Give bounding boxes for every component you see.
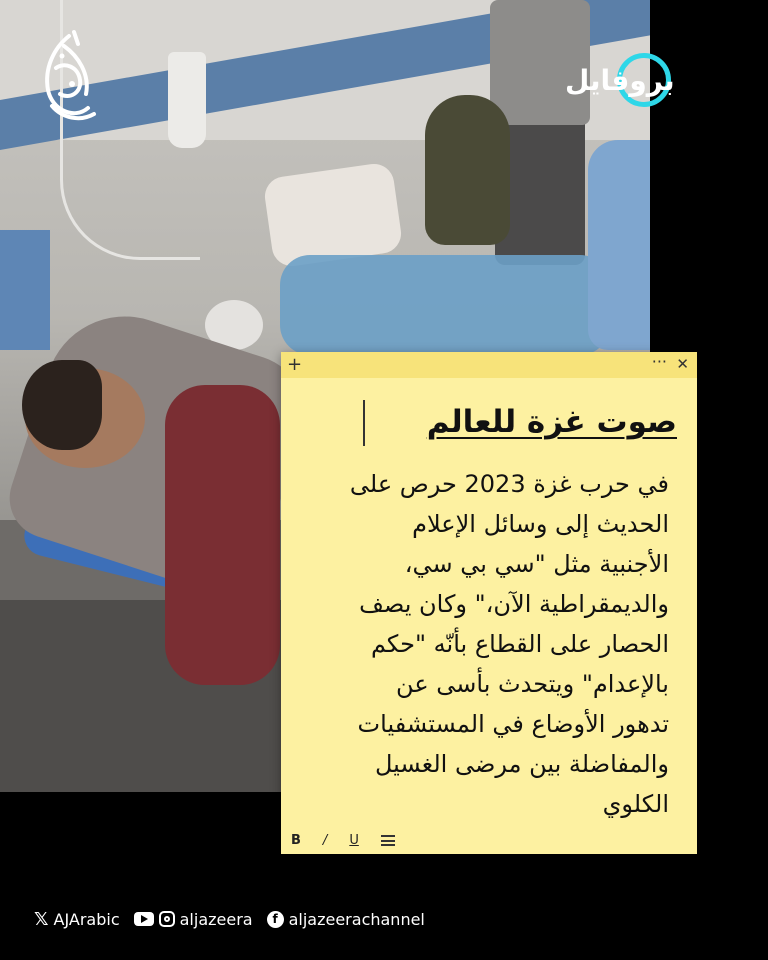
plastic-bag — [262, 161, 403, 268]
person-in-blue — [588, 140, 650, 350]
social-footer — [34, 906, 425, 932]
note-line: والمفاضلة بين مرضى الغسيل — [374, 750, 669, 778]
x-social[interactable] — [34, 909, 120, 930]
patient-hair — [22, 360, 102, 450]
profile-program-logo — [565, 50, 740, 110]
x-handle: AJArabic — [53, 909, 120, 929]
sticky-note-titlebar[interactable] — [281, 352, 697, 378]
sticky-note[interactable] — [281, 352, 697, 854]
facebook-handle: aljazeerachannel — [288, 909, 425, 929]
facebook-icon: f — [267, 911, 284, 928]
note-line: تدهور الأوضاع في المستشفيات — [357, 710, 669, 738]
seated-woman — [425, 95, 510, 245]
photo-wall-panel — [0, 230, 50, 350]
youtube-icon — [134, 912, 154, 926]
underline-button[interactable]: U — [349, 833, 359, 848]
youtube-instagram-handle: aljazeera — [179, 909, 253, 929]
note-line: والديمقراطية الآن،" وكان يصف — [359, 590, 669, 618]
instagram-icon — [159, 911, 175, 927]
iv-bag — [168, 52, 206, 148]
format-toolbar — [291, 833, 395, 848]
blue-sheet — [280, 255, 610, 355]
note-line: في حرب غزة 2023 حرص على — [349, 470, 669, 498]
more-options-icon[interactable]: ··· — [651, 352, 667, 371]
note-line: الحديث إلى وسائل الإعلام — [412, 510, 669, 538]
close-icon[interactable]: ✕ — [676, 355, 689, 373]
profile-logo-text: بروفايل — [565, 63, 675, 97]
note-title: صوت غزة للعالم — [426, 404, 677, 440]
red-blanket — [165, 385, 280, 685]
bold-button[interactable]: B — [291, 833, 301, 848]
youtube-instagram-social[interactable] — [134, 910, 253, 929]
note-body[interactable] — [303, 464, 669, 824]
bullet-list-icon[interactable] — [381, 835, 395, 846]
x-logo-icon: 𝕏 — [34, 908, 49, 930]
italic-button[interactable]: / — [322, 833, 328, 848]
facebook-social[interactable] — [267, 910, 425, 929]
note-line: بالإعدام" ويتحدث بأسى عن — [396, 670, 669, 698]
note-line: الكلوي — [602, 790, 669, 818]
note-line: الحصار على القطاع بأنّه "حكم — [370, 630, 669, 658]
add-note-icon[interactable]: + — [287, 354, 303, 375]
aljazeera-logo-icon — [34, 28, 104, 128]
note-line: الأجنبية مثل "سي بي سي، — [404, 550, 669, 578]
